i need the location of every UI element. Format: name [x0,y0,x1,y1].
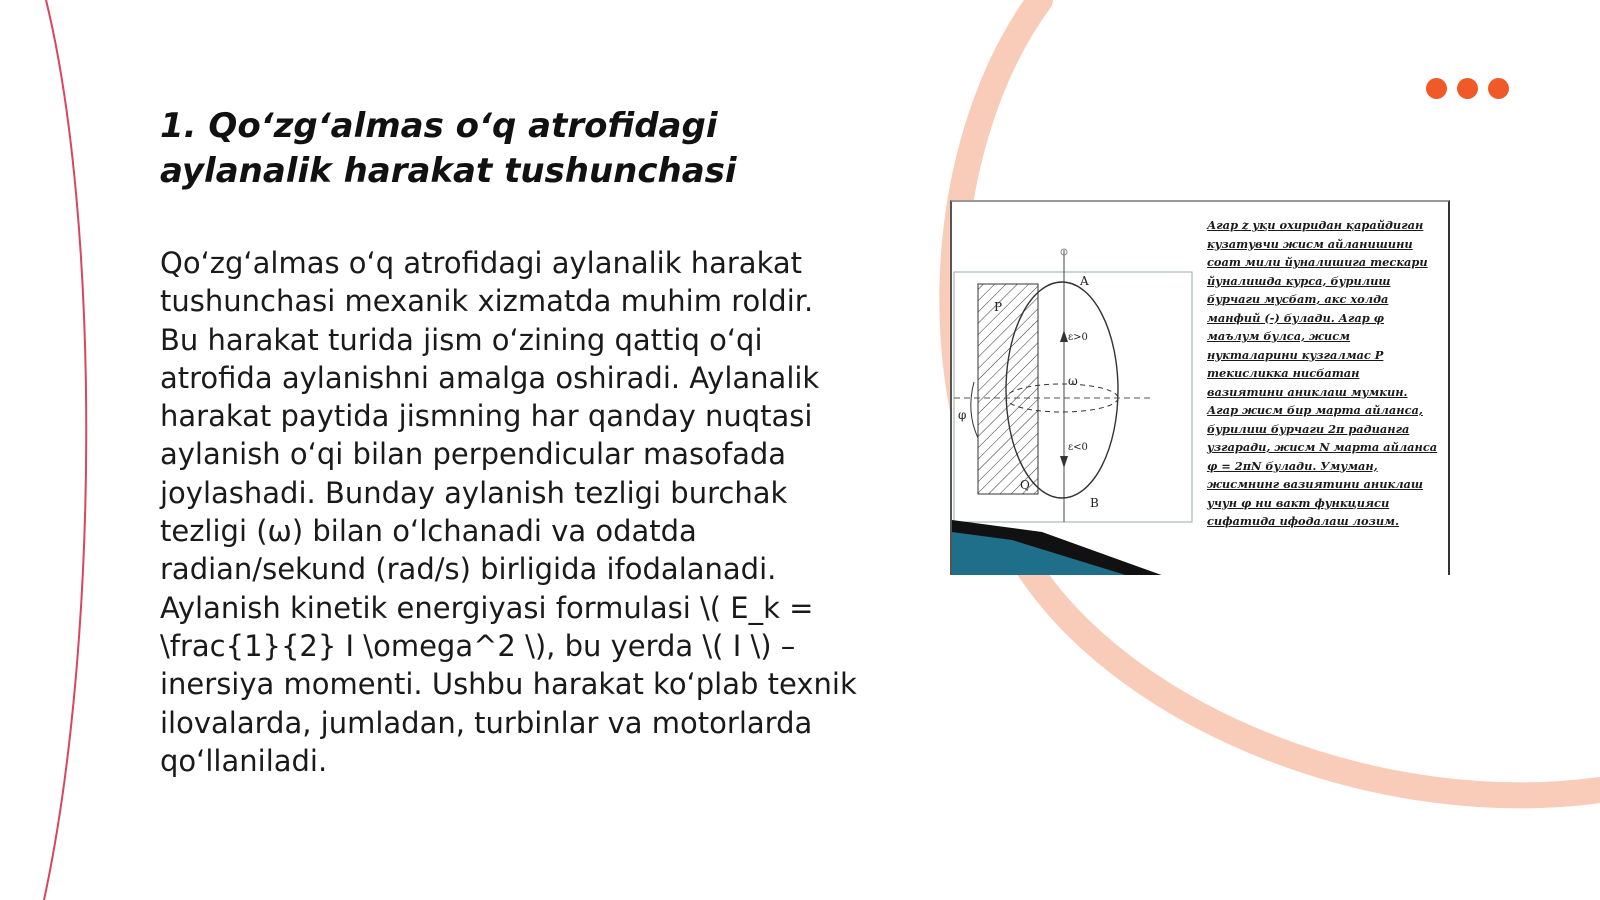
decorative-edge-line [44,0,86,900]
figure-label-p: P [994,300,1003,314]
figure-label-b: B [1090,496,1099,510]
dot-icon [1488,78,1509,99]
dot-icon [1426,78,1447,99]
figure-label-q: Q [1020,478,1030,492]
figure-label-eps-positive: ε>0 [1068,332,1088,343]
menu-dots [1426,78,1509,99]
rotation-diagram-image [950,200,1450,575]
slide-body-text: Qo‘zg‘almas o‘q atrofidagi aylanalik harakat tushunchasi mexanik xizmatda muhim roldir. Bu harakat turida jism o‘zining qattiq o‘qi atrofida aylanishni amalga oshiradi. Aylanalik harakat paytida jismning har qanday nuqtasi aylanish o‘qi bilan perpendicular masofada joylashadi. Bunday aylanish tezligi burchak tezligi (ω) bilan o‘lchanadi va odatda radian/sekund (rad/s) birligida ifodalanadi. Aylanish kinetik energiyasi formulasi \( E_k = \frac{1}{2} I \omega^2 \), bu yerda \( I \) – inersiya momenti. Ushbu harakat ko‘plab texnik ilovalarda, jumladan, turbinlar va motorlarda qo‘llaniladi. [160,246,857,778]
figure-caption-text: Агар z уқи охиридан қарайдиган кузатувчи жисм айланишини соат мили йуналишига тескари йуналишда курса, бурилиш бурчаги мусбат, акс холда манфий (-) булади. Агар φ маълум булса, жисм нукталарини кузгалмас P текисликка нисбатан вазиятини аниклаш мумкин. Агар жисм бир марта айланса, бурилиш бурчаги 2π радианга узгаради, жисм N марта айланса φ = 2πN булади. Умуман, жисмнинг вазиятини аниклаш учун φ ни вакт функцияси сифатида ифодалаш лозим. [1207,218,1438,528]
figure-label-phi: φ [958,408,967,422]
figure-label-eps-negative: ε<0 [1068,442,1088,453]
figure-label-a: A [1080,274,1089,288]
slide-title: 1. Qo‘zg‘almas o‘q atrofidagi aylanalik harakat tushunchasi [160,106,737,191]
figure-label-omega: ω [1068,374,1078,388]
dot-icon [1457,78,1478,99]
